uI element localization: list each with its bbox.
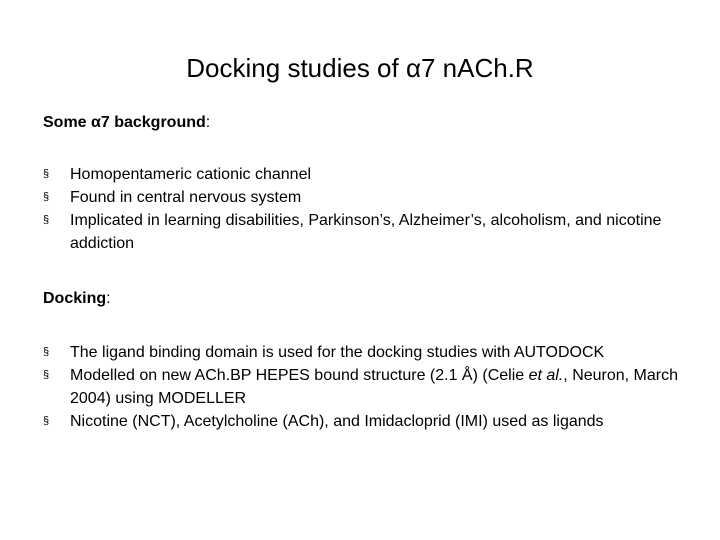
list-item bbox=[43, 163, 683, 186]
background-heading-text: Some α7 background bbox=[43, 114, 206, 131]
bullet-marker: § bbox=[43, 369, 50, 381]
docking-heading-text: Docking bbox=[43, 290, 107, 307]
bullet-text-part: Modelled on new ACh.BP HEPES bound structure (2.1 Å) (Celie bbox=[70, 367, 529, 384]
bullet-text: Implicated in learning disabilities, Parkinson’s, Alzheimer’s, alcoholism, and nicotine addiction bbox=[70, 212, 662, 252]
slide-title: Docking studies of α7 nACh.R bbox=[186, 53, 534, 83]
list-item bbox=[43, 209, 683, 255]
citation-italic: et al. bbox=[528, 367, 564, 384]
background-heading-colon: : bbox=[205, 114, 211, 131]
bullet-text bbox=[70, 367, 678, 407]
docking-heading bbox=[43, 289, 111, 309]
list-item bbox=[43, 410, 703, 433]
docking-heading-colon: : bbox=[106, 290, 111, 307]
bullet-marker: § bbox=[43, 191, 50, 203]
bullet-marker: § bbox=[43, 168, 50, 180]
bullet-text-part: , Neuron, March 2004) using MODELLER bbox=[70, 367, 679, 407]
bullet-marker: § bbox=[43, 415, 50, 427]
list-item bbox=[43, 341, 703, 364]
list-item bbox=[43, 364, 703, 410]
list-item bbox=[43, 186, 683, 209]
docking-bullet-list bbox=[43, 341, 703, 433]
background-heading bbox=[43, 113, 210, 133]
bullet-text: Homopentameric cationic channel bbox=[70, 166, 312, 183]
bullet-text: Found in central nervous system bbox=[70, 189, 302, 206]
bullet-text: The ligand binding domain is used for the docking studies with AUTODOCK bbox=[70, 344, 605, 361]
bullet-marker: § bbox=[43, 346, 50, 358]
bullet-marker: § bbox=[43, 214, 50, 226]
background-bullet-list bbox=[43, 163, 683, 255]
bullet-text: Nicotine (NCT), Acetylcholine (ACh), and Imidacloprid (IMI) used as ligands bbox=[70, 413, 604, 430]
